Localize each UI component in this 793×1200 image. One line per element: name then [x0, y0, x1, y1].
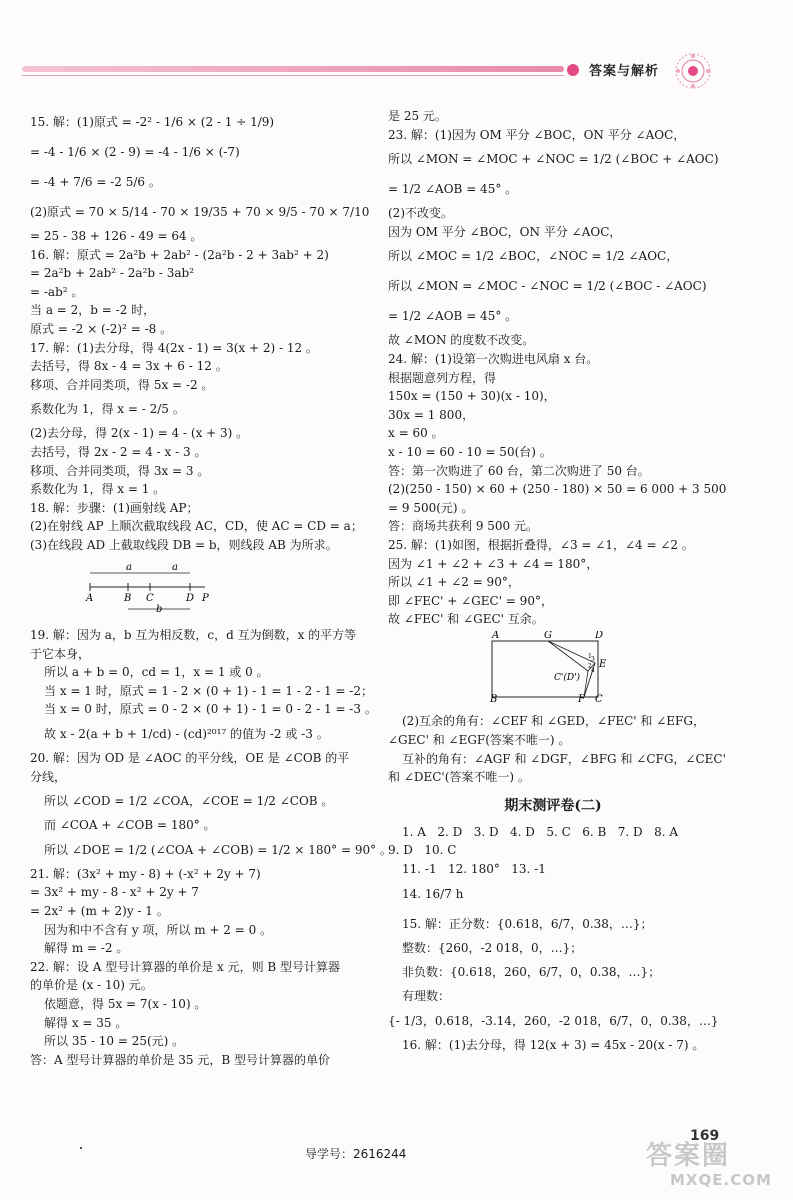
point-label-D: D [595, 630, 604, 641]
text-line: 1. A 2. D 3. D 4. D 5. C 6. B 7. D 8. A [402, 824, 679, 839]
angle-label-1: 1 [588, 652, 592, 660]
text-line: 所以 ∠COD = 1/2 ∠COA，∠COE = 1/2 ∠COB 。 [44, 794, 334, 809]
text-line: 当 x = 0 时，原式 = 0 - 2 × (0 + 1) - 1 = 0 - 2 - 1 = -3 。 [44, 702, 377, 717]
watermark-bottom-text: MXQE.COM [670, 1171, 772, 1189]
text-line: 19. 解：因为 a，b 互为相反数，c，d 互为倒数，x 的平方等 [30, 628, 357, 643]
text-line: 15. 解：(1)原式 = -2² - 1/6 × (2 - 1 ÷ 1/9) [30, 115, 275, 129]
point-label-G: G [544, 630, 552, 641]
text-line: = 1/2 ∠AOB = 45° 。 [388, 182, 518, 197]
angle-label-2: 2 [588, 662, 592, 670]
text-line: 所以 ∠1 + ∠2 = 90°， [388, 575, 520, 590]
text-line: (2)(250 - 150) × 60 + (250 - 180) × 50 = 6 000 + 3 500 [388, 482, 727, 497]
text-line: 根据题意列方程，得 [388, 370, 497, 385]
angle-label-4: 4 [591, 666, 595, 674]
header-title: 答案与解析 [589, 64, 660, 79]
footer-dot [80, 1147, 82, 1149]
text-line: 所以 a + b = 0，cd = 1，x = 1 或 0 。 [44, 665, 269, 680]
text-line: (2)去分母，得 2(x - 1) = 4 - (x + 3) 。 [30, 426, 249, 441]
text-line: ∠GEC' 和 ∠EGF(答案不唯一) 。 [388, 733, 571, 748]
text-line: 20. 解：因为 OD 是 ∠AOC 的平分线，OE 是 ∠COB 的平 [30, 751, 350, 766]
section-title: 期末测评卷(二) [504, 797, 602, 814]
point-label-C-prime: C'(D') [554, 672, 581, 683]
text-line: 答：商场共获利 9 500 元。 [388, 519, 538, 534]
text-line: 9. D 10. C [388, 843, 457, 858]
text-line: (2)互余的角有：∠CEF 和 ∠GED，∠FEC' 和 ∠EFG， [402, 714, 705, 729]
text-line: (2)原式 = 70 × 5/14 - 70 × 19/35 + 70 × 9/5 - 70 × 7/10 [30, 205, 370, 219]
text-line: 故 ∠MON 的度数不改变。 [388, 333, 535, 348]
text-line: 答：A 型号计算器的单价是 35 元，B 型号计算器的单价 [30, 1052, 331, 1067]
text-line: 11. -1 12. 180° 13. -1 [402, 862, 546, 877]
text-line: x = 60 。 [388, 426, 444, 441]
point-label-E: E [599, 658, 607, 670]
text-line: 答：第一次购进了 60 台，第二次购进了 50 台。 [388, 463, 650, 478]
text-line: 系数化为 1，得 x = 1 。 [30, 482, 166, 497]
rectangle-abcd [492, 641, 598, 697]
point-label-B: B [490, 693, 498, 703]
right-column [388, 107, 727, 1054]
text-line: 16. 解：(1)去分母，得 12(x + 3) = 45x - 20(x - 7) 。 [402, 1037, 705, 1052]
watermark [640, 1135, 780, 1195]
text-line: 而 ∠COA + ∠COB = 180° 。 [44, 818, 216, 833]
folded-rectangle-figure [388, 631, 608, 703]
text-line: 23. 解：(1)因为 OM 平分 ∠BOC，ON 平分 ∠AOC， [388, 127, 686, 142]
text-line: 24. 解：(1)设第一次购进电风扇 x 台。 [388, 351, 599, 366]
text-line: = -4 + 7/6 = -2 5/6 。 [30, 175, 161, 189]
text-line: = -4 - 1/6 × (2 - 9) = -4 - 1/6 × (-7) [30, 145, 240, 159]
text-line: (2)不改变。 [388, 206, 453, 221]
text-line: = 9 500(元) 。 [388, 500, 474, 515]
text-line: 当 x = 1 时，原式 = 1 - 2 × (0 + 1) - 1 = 1 - 2 - 1 = -2； [44, 683, 373, 698]
text-line: 互补的角有：∠AGF 和 ∠DGF，∠BFG 和 ∠CFG，∠CEC' [402, 751, 726, 766]
text-line: 14. 16/7 h [402, 886, 464, 901]
text-line: 即 ∠FEC' + ∠GEC' = 90°， [388, 593, 553, 608]
text-line: {- 1/3，0.618，-3.14，260，-2 018，6/7，0，0.38，…} [388, 1013, 719, 1028]
header-band [22, 66, 564, 72]
text-line: 移项、合并同类项，得 3x = 3 。 [30, 463, 210, 478]
text-line: = 2a²b + 2ab² - 2a²b - 3ab² [30, 266, 195, 281]
text-line: = 3x² + my - 8 - x² + 2y + 7 [30, 885, 199, 900]
text-line: (3)在线段 AD 上截取线段 DB = b，则线段 AB 为所求。 [30, 537, 338, 552]
point-label-P: P [202, 592, 209, 604]
text-line: 因为和中不含有 y 项，所以 m + 2 = 0 。 [44, 922, 273, 937]
text-line: 和 ∠DEC'(答案不唯一) 。 [388, 770, 530, 785]
text-line: 21. 解：(3x² + my - 8) + (-x² + 2y + 7) [30, 866, 261, 881]
text-line: 移项、合并同类项，得 5x = -2 。 [30, 377, 214, 392]
text-line: 所以 35 - 10 = 25(元) 。 [44, 1034, 185, 1049]
text-line: 于它本身， [30, 646, 91, 661]
text-line: = 1/2 ∠AOB = 45° 。 [388, 309, 518, 324]
text-line: 有理数： [402, 989, 451, 1004]
text-line: 因为 OM 平分 ∠BOC，ON 平分 ∠AOC， [388, 224, 622, 239]
text-line: x - 10 = 60 - 10 = 50(台) 。 [388, 444, 552, 459]
text-line: 解得 m = -2 。 [44, 941, 129, 956]
text-line: 故 x - 2(a + b + 1/cd) - (cd)²⁰¹⁷ 的值为 -2 或 -3 。 [44, 727, 329, 742]
header-bullet-dot [567, 64, 579, 76]
text-line: 系数化为 1，得 x = - 2/5 。 [30, 402, 185, 417]
text-line: 18. 解：步骤：(1)画射线 AP； [30, 500, 199, 515]
point-label-C: C [146, 592, 154, 604]
text-line: 原式 = -2 × (-2)² = -8 。 [30, 321, 173, 336]
text-line: 30x = 1 800， [388, 407, 475, 422]
text-line: 非负数：{0.618，260，6/7，0，0.38，…}； [402, 965, 661, 980]
point-label-A: A [492, 630, 500, 641]
text-line: 解得 x = 35 。 [44, 1015, 128, 1030]
point-label-C: C [595, 693, 603, 703]
text-line: 25. 解：(1)如图，根据折叠得，∠3 = ∠1，∠4 = ∠2 。 [388, 537, 694, 552]
header-line [22, 75, 564, 76]
point-label-D: D [186, 592, 195, 604]
text-line: 所以 ∠MON = ∠MOC + ∠NOC = 1/2 (∠BOC + ∠AOC) [388, 152, 719, 167]
watermark-top-text: 答案圈 [646, 1141, 731, 1171]
text-line: 15. 解：正分数：{0.618，6/7，0.38，…}； [402, 916, 653, 931]
text-line: 150x = (150 + 30)(x - 10)， [388, 389, 556, 404]
text-line: 是 25 元。 [388, 109, 447, 123]
text-line: 16. 解：原式 = 2a²b + 2ab² - (2a²b - 2 + 3ab² + 2) [30, 247, 329, 262]
footer-guide-number: 导学号：2616244 [305, 1147, 407, 1161]
label-a-2: a [172, 561, 178, 573]
text-line: 当 a = 2，b = -2 时， [30, 303, 156, 318]
text-line: 分线， [30, 769, 67, 784]
flower-logo-icon [672, 50, 714, 92]
point-label-F: F [578, 693, 585, 703]
text-line: 故 ∠FEC' 和 ∠GEC' 互余。 [388, 612, 544, 627]
point-label-B: B [124, 592, 132, 604]
text-line: 17. 解：(1)去分母，得 4(2x - 1) = 3(x + 2) - 12 。 [30, 340, 318, 355]
text-line: 22. 解：设 A 型号计算器的单价是 x 元，则 B 型号计算器 [30, 959, 341, 974]
text-line: 因为 ∠1 + ∠2 + ∠3 + ∠4 = 180°， [388, 556, 599, 571]
segment-construction-figure [30, 559, 210, 617]
text-line: 所以 ∠DOE = 1/2 (∠COA + ∠COB) = 1/2 × 180° = 90° 。 [44, 842, 392, 857]
label-a-1: a [126, 561, 132, 573]
left-column [30, 107, 392, 1069]
text-line: 去括号，得 2x - 2 = 4 - x - 3 。 [30, 444, 207, 459]
text-line: = 25 - 38 + 126 - 49 = 64 。 [30, 229, 203, 243]
text-line: 所以 ∠MON = ∠MOC - ∠NOC = 1/2 (∠BOC - ∠AOC) [388, 279, 707, 294]
label-b: b [156, 603, 163, 615]
text-line: 所以 ∠MOC = 1/2 ∠BOC，∠NOC = 1/2 ∠AOC， [388, 249, 679, 264]
text-line: 依题意，得 5x = 7(x - 10) 。 [44, 997, 207, 1011]
text-line: = -ab² 。 [30, 284, 84, 299]
text-line: = 2x² + (m + 2)y - 1 。 [30, 904, 169, 919]
point-label-A: A [86, 592, 94, 604]
text-line: 整数：{260，-2 018，0，…}； [402, 940, 583, 955]
text-line: (2)在射线 AP 上顺次截取线段 AC，CD，使 AC = CD = a； [30, 519, 363, 534]
line-g-c-prime [548, 641, 588, 671]
text-line: 去括号，得 8x - 4 = 3x + 6 - 12 。 [30, 359, 228, 374]
page-number: 169 [690, 1128, 720, 1144]
angle-label-3: 3 [591, 655, 595, 663]
text-line: 的单价是 (x - 10) 元。 [30, 978, 153, 993]
